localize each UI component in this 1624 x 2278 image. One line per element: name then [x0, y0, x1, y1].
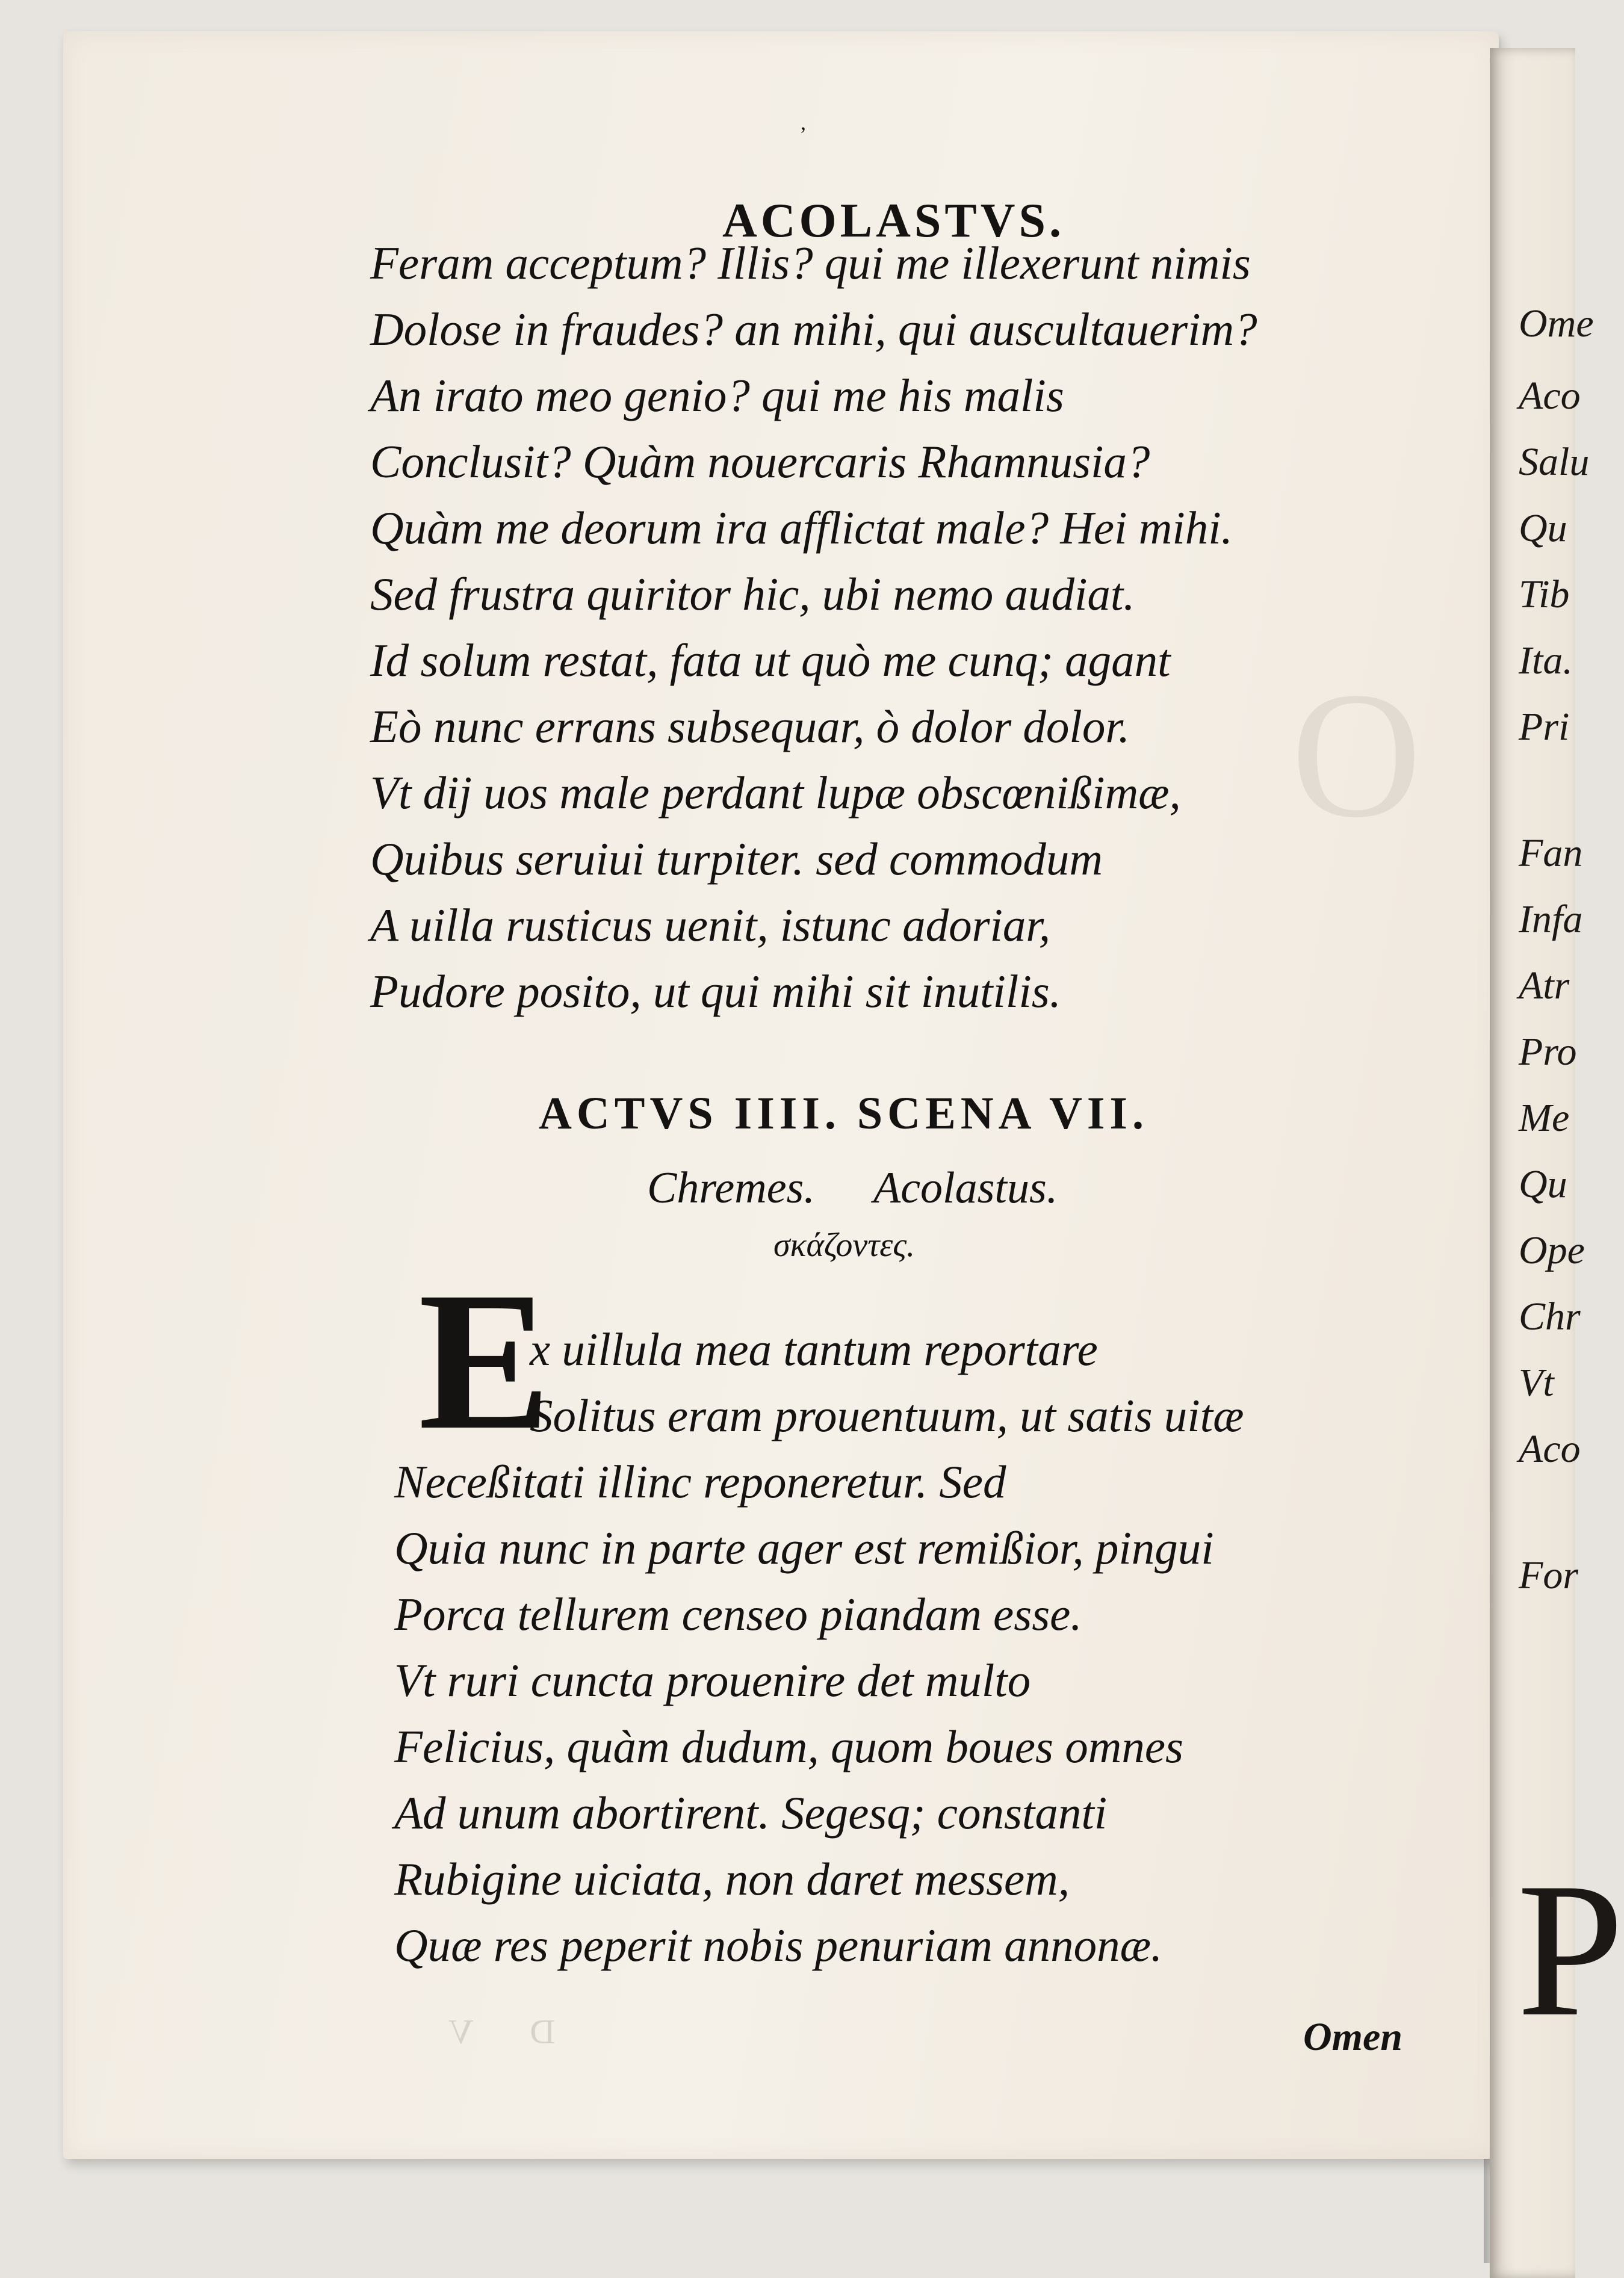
right-page-fragment: Aco — [1519, 374, 1581, 418]
verse-line: Quàm me deorum ira afflictat male? Hei mihi. — [370, 502, 1233, 554]
right-page-fragment: Infa — [1519, 897, 1583, 941]
right-page-large-initial: P — [1517, 1843, 1624, 2057]
right-page-fragment: Vt — [1519, 1361, 1554, 1405]
speaker-names: Chremes. Acolastus. — [647, 1163, 1058, 1213]
verse-line: Id solum restat, fata ut quò me cunq; agant — [370, 634, 1171, 686]
verse-block-1 — [370, 230, 1257, 1024]
right-page-fragment: Salu — [1519, 440, 1590, 484]
verse-line: Porca tellurem censeo piandam esse. — [394, 1588, 1082, 1640]
verse-line: Quibus seruiui turpiter. sed commodum — [370, 833, 1103, 885]
right-page-fragment: Ope — [1519, 1228, 1585, 1272]
bleed-through-signature: D V — [424, 2012, 556, 2051]
verse-line: Rubigine uiciata, non daret messem, — [394, 1853, 1070, 1905]
right-page-fragment: Pri — [1519, 705, 1570, 749]
right-page-fragment: Atr — [1519, 964, 1570, 1007]
verse-line: Pudore posito, ut qui mihi sit inutilis. — [370, 965, 1061, 1017]
scene-heading: ACTVS IIII. SCENA VII. — [539, 1088, 1149, 1139]
running-head: ACOLASTVS. — [722, 194, 1065, 247]
verse-line: Quia nunc in parte ager est remißior, pingui — [394, 1522, 1214, 1574]
verse-line: Dolose in fraudes? an mihi, qui auscultauerim? — [370, 303, 1257, 355]
right-page-fragment: Chr — [1519, 1295, 1581, 1339]
right-page-fragment: Qu — [1519, 1162, 1567, 1206]
verse-line: Conclusit? Quàm nouercaris Rhamnusia? — [370, 436, 1150, 487]
verse-line: Solitus eram prouentuum, ut satis uitæ — [530, 1390, 1244, 1441]
verse-line: Eò nunc errans subsequar, ò dolor dolor. — [370, 701, 1130, 752]
drop-cap-initial: E — [418, 1251, 551, 1471]
right-page-fragment: Me — [1519, 1096, 1570, 1140]
meter-label: σκάζοντες. — [773, 1227, 916, 1264]
verse-line: Sed frustra quiritor hic, ubi nemo audiat. — [370, 568, 1135, 620]
right-page-fragment: Fan — [1519, 831, 1583, 875]
right-page-fragment: Aco — [1519, 1427, 1581, 1471]
verse-line: Felicius, quàm dudum, quom boues omnes — [394, 1721, 1183, 1772]
verse-line: Feram acceptum? Illis? qui me illexerunt nimis — [370, 237, 1251, 289]
bleed-through-initial: O — [1291, 655, 1422, 855]
verse-line: An irato meo genio? qui me his malis — [370, 370, 1064, 421]
verse-block-2 — [394, 1316, 1244, 1978]
right-page-fragment: Pro — [1519, 1030, 1577, 1074]
verse-line: Ad unum abortirent. Segesq; constanti — [394, 1787, 1108, 1839]
verse-line: Neceßitati illinc reponeretur. Sed — [394, 1456, 1006, 1508]
catchword: Omen — [1303, 2015, 1402, 2059]
verse-line: Vt dij uos male perdant lupæ obscœnißimæ, — [370, 767, 1181, 819]
verse-line: A uilla rusticus uenit, istunc adoriar, — [370, 899, 1051, 951]
verse-line: x uillula mea tantum reportare — [530, 1323, 1098, 1375]
left-page — [63, 31, 1499, 2159]
verse-line: Quæ res peperit nobis penuriam annonæ. — [394, 1919, 1163, 1971]
right-page-edge — [1490, 48, 1624, 2278]
right-page-fragment: For — [1519, 1553, 1578, 1597]
printer-mark: , — [801, 110, 806, 134]
right-page-fragment: Qu — [1519, 506, 1567, 550]
verse-line: Vt ruri cuncta prouenire det multo — [394, 1654, 1031, 1706]
right-page-fragment: Tib — [1519, 572, 1570, 616]
right-page-fragment: Ita. — [1519, 639, 1573, 682]
right-page-fragment: Ome — [1519, 302, 1594, 345]
